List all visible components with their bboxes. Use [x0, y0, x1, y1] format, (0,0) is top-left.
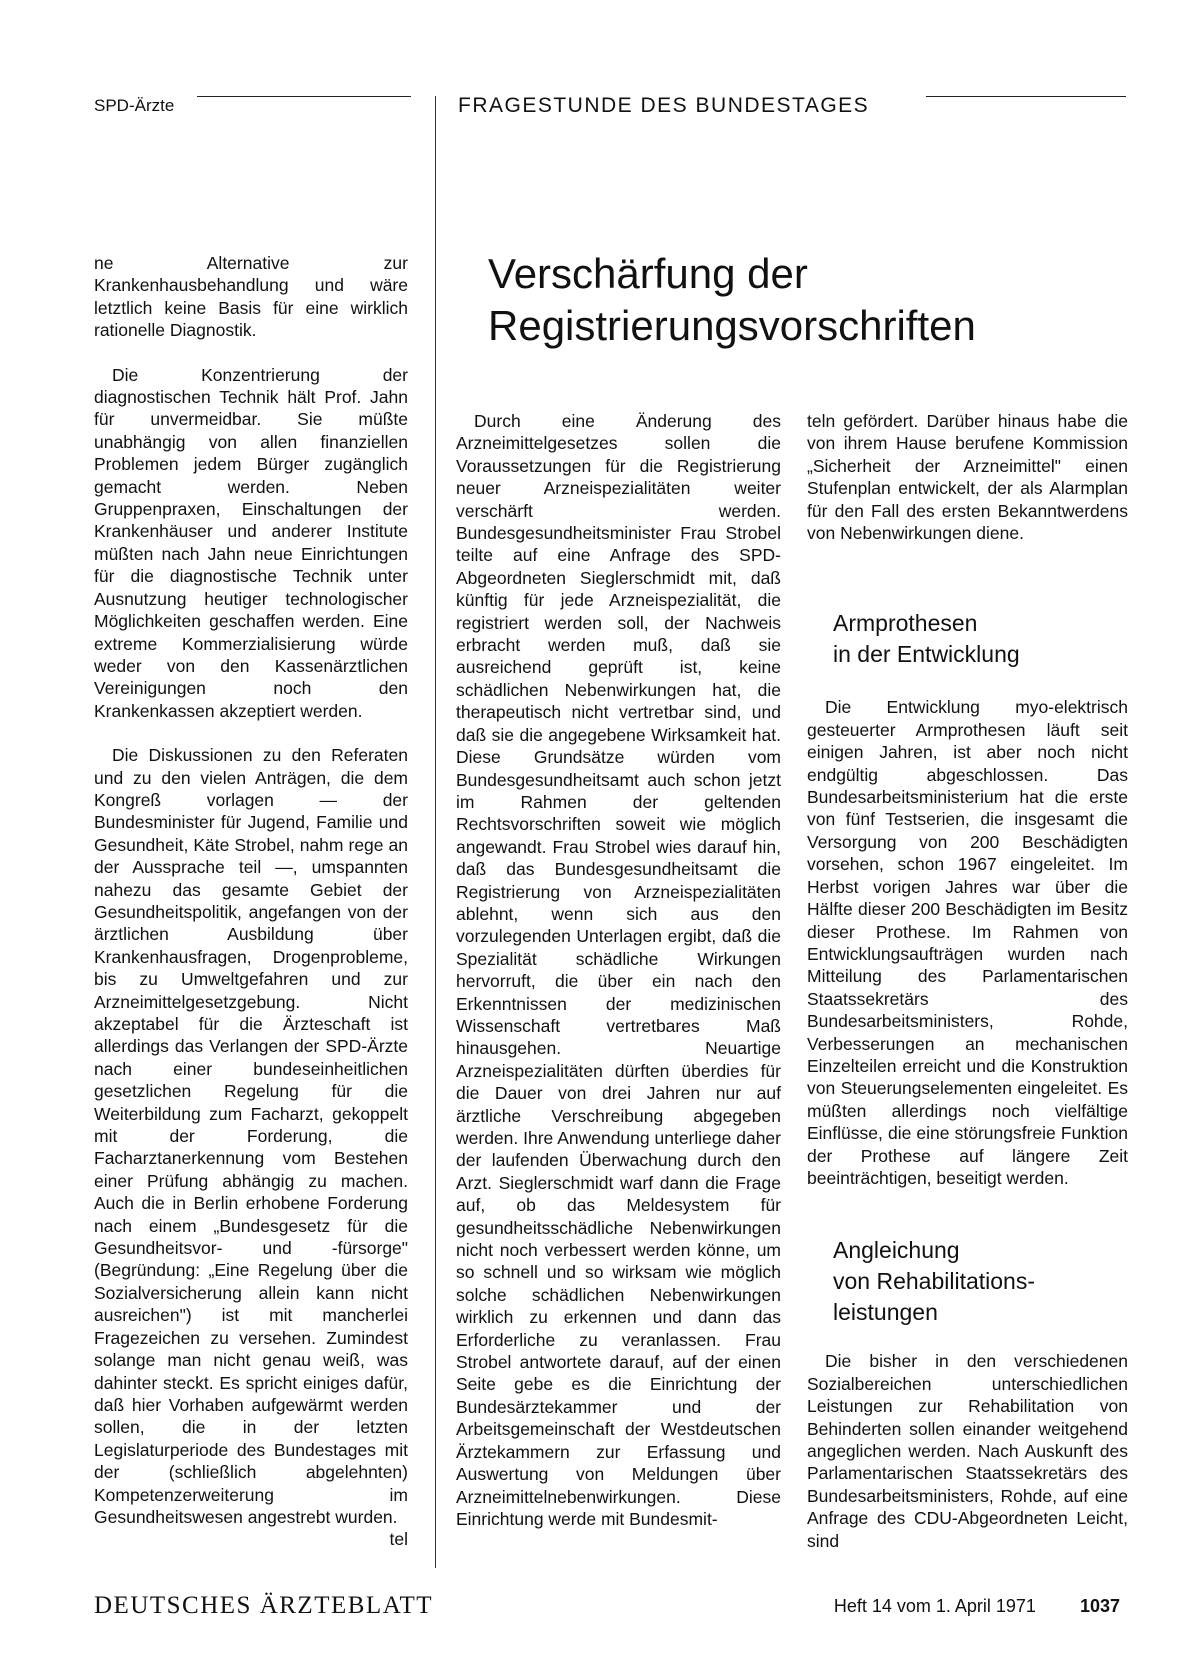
- col3-paragraph-1: teln gefördert. Darüber hinaus habe die von ihrem Hause berufene Kommission „Sicherheit der Arzneimittel" einen Stufenplan entwickelt, der als Alarmplan für den Fall des ersten Bekanntwerdens von Nebenwirkungen diene.: [807, 411, 1128, 544]
- column-divider: [435, 96, 436, 1568]
- running-head-left: SPD-Ärzte: [94, 96, 175, 115]
- col3-paragraph-3: Die bisher in den verschiedenen Sozialbereichen unterschiedlichen Leistungen zur Rehabilitation von Behinderten sollen einander weitgehend angeglichen werden. Nach Auskunft des Parlamentarischen Staatssekretärs des Bundesarbeitsministers, Rohde, auf eine Anfrage des CDU-Abgeordneten Leicht, sind: [807, 1351, 1128, 1551]
- subheading-1-line-1: Armprothesen: [833, 610, 978, 637]
- subheading-1-line-2: in der Entwicklung: [833, 641, 1020, 668]
- headline-line-2: Registrierungsvorschriften: [488, 302, 976, 349]
- col1-paragraph-1: ne Alternative zur Krankenhausbehandlung und wäre letztlich keine Basis für eine wirklich rationelle Diagnostik.: [94, 253, 408, 341]
- subheading-2-line-2: von Rehabilitations-: [833, 1268, 1036, 1295]
- col1-paragraph-3-text: Die Diskussionen zu den Referaten und zu den vielen Anträgen, die dem Kongreß vorlagen — der Bundesminister für Jugend, Familie und Gesundheit, Käte Strobel, nahm rege an der Aussprache teil —, umspannten nahezu das gesamte Gebiet der Gesundheitspolitik, angefangen von der ärztlichen Ausbildung über Krankenhausfragen, Drogenprobleme, bis zu Umweltgefahren und zur Arzneimittelgesetzgebung. Nicht akzeptabel für die Ärzteschaft ist allerdings das Verlangen der SPD-Ärzte nach einer bundeseinheitlichen gesetzlichen Regelung für die Weiterbildung zum Facharzt, gekoppelt mit der Forderung, die Facharztanerkennung vom Bestehen einer Prüfung abhängig zu machen. Auch die in Berlin erhobene Forderung nach einem „Bundesgesetz für die Gesundheitsvor- und -fürsorge" (Begründung: „Eine Regelung über die Sozialversicherung allein kann nicht ausreichen") ist mit mancherlei Fragezeichen zu versehen. Zumindest solange man nicht genau weiß, was dahinter steckt. Es spricht einiges dafür, daß hier Vorhaben aufgewärmt werden sollen, die in der letzten Legislaturperiode des Bundestages mit der (schließlich abgelehnten) Kompetenzerweiterung im Gesundheitswesen angestrebt wurden.: [94, 745, 408, 1527]
- col1-paragraph-2: Die Konzentrierung der diagnostischen Technik hält Prof. Jahn für unvermeidbar. Sie müßte unabhängig von allen finanziellen Problemen jedem Bürger zugänglich gemacht werden. Neben Gruppenpraxen, Einschaltungen der Krankenhäuser und anderer Institute müßten nach Jahn neue Einrichtungen für die diagnostische Technik unter Ausnutzung heutiger technologischer Möglichkeiten geschaffen werden. Eine extreme Kommerzialisierung würde weder von den Kassenärztlichen Vereinigungen noch den Krankenkassen akzeptiert werden.: [94, 364, 408, 721]
- subheading-angleichung: [833, 1235, 1128, 1328]
- col3-paragraph-2: Die Entwicklung myo-elektrisch gesteuerter Armprothesen läuft seit einigen Jahren, ist aber noch nicht endgültig abgeschlossen. Das Bundesarbeitsministerium hat die erste von fünf Testserien, die insgesamt die Versorgung von 200 Beschädigten vorsehen, schon 1967 eingeleitet. Im Herbst vorigen Jahres war über die Hälfte dieser 200 Beschädigten im Besitz dieser Prothese. Im Rahmen von Entwicklungsaufträgen wurden nach Mitteilung des Parlamentarischen Staatssekretärs des Bundesarbeitsministers, Rohde, Verbesserungen an mechanischen Einzelteilen erreicht und die Konstruktion von Steuerungselementen eingeleitet. Es müßten allerdings noch vielfältige Einflüsse, die eine störungsfreie Funktion der Prothese auf längere Zeit beeinträchtigen, beseitigt werden.: [807, 697, 1128, 1188]
- article-headline: [488, 248, 976, 352]
- page-number: 1037: [1079, 1596, 1120, 1616]
- running-head-left-rule: [197, 96, 411, 97]
- col2-paragraph-1: Durch eine Änderung des Arzneimittelgesetzes sollen die Voraussetzungen für die Registrierung neuer Arzneispezialitäten weiter verschärft werden. Bundesgesundheitsminister Frau Strobel teilte auf eine Anfrage des SPD-Abgeordneten Sieglerschmidt mit, daß künftig für jede Arzneispezialität, die registriert werden soll, der Nachweis erbracht werden muß, daß sie ausreichend geprüft ist, keine schädlichen Nebenwirkungen hat, die therapeutisch nicht vertretbar sind, und daß sie die angegebene Wirksamkeit hat. Diese Grundsätze würden vom Bundesgesundheitsamt auch schon jetzt im Rahmen der geltenden Rechtsvorschriften soweit wie möglich angewandt. Frau Strobel wies darauf hin, daß das Bundesgesundheitsamt die Registrierung von Arzneispezialitäten ablehnt, wenn sich aus den vorzulegenden Unterlagen ergibt, daß die Spezialität schädliche Wirkungen hervorruft, die über ein nach den Erkenntnissen der medizinischen Wissenschaft vertretbares Maß hinausgehen. Neuartige Arzneispezialitäten dürften überdies für die Dauer von drei Jahren nur auf ärztliche Verschreibung abgegeben werden. Ihre Anwendung unterliege daher der laufenden Überwachung durch den Arzt. Sieglerschmidt warf dann die Frage auf, ob das Meldesystem für gesundheitsschädliche Nebenwirkungen nicht noch verbessert werden könne, um so schnell und so wirksam wie möglich solche schädlichen Nebenwirkungen wirklich zu erkennen und dann das Erforderliche zu veranlassen. Frau Strobel antwortete darauf, auf der einen Seite gebe es die Einrichtung der Bundesärztekammer und der Arbeitsgemeinschaft der Westdeutschen Ärztekammern zur Erfassung und Auswertung von Meldungen über Arzneimittelnebenwirkungen. Diese Einrichtung werde mit Bundesmit-: [456, 411, 781, 1529]
- footer-journal-title: DEUTSCHES ÄRZTEBLATT: [94, 1592, 434, 1619]
- column-1: [94, 252, 408, 1551]
- footer-issue: Heft 14 vom 1. April 1971: [833, 1596, 1036, 1616]
- running-head-right-rule: [926, 96, 1126, 97]
- col1-paragraph-3: [94, 744, 408, 1550]
- subheading-2-line-1: Angleichung: [833, 1237, 960, 1264]
- author-signature: tel: [389, 1529, 408, 1550]
- running-head-right: FRAGESTUNDE DES BUNDESTAGES: [458, 94, 870, 117]
- column-2: [456, 410, 781, 1530]
- column-3: [807, 410, 1128, 1552]
- subheading-2-line-3: leistungen: [833, 1299, 938, 1326]
- headline-line-1: Verschärfung der: [488, 250, 808, 297]
- subheading-armprothesen: [833, 608, 1128, 670]
- footer-issue-info: [834, 1596, 1120, 1617]
